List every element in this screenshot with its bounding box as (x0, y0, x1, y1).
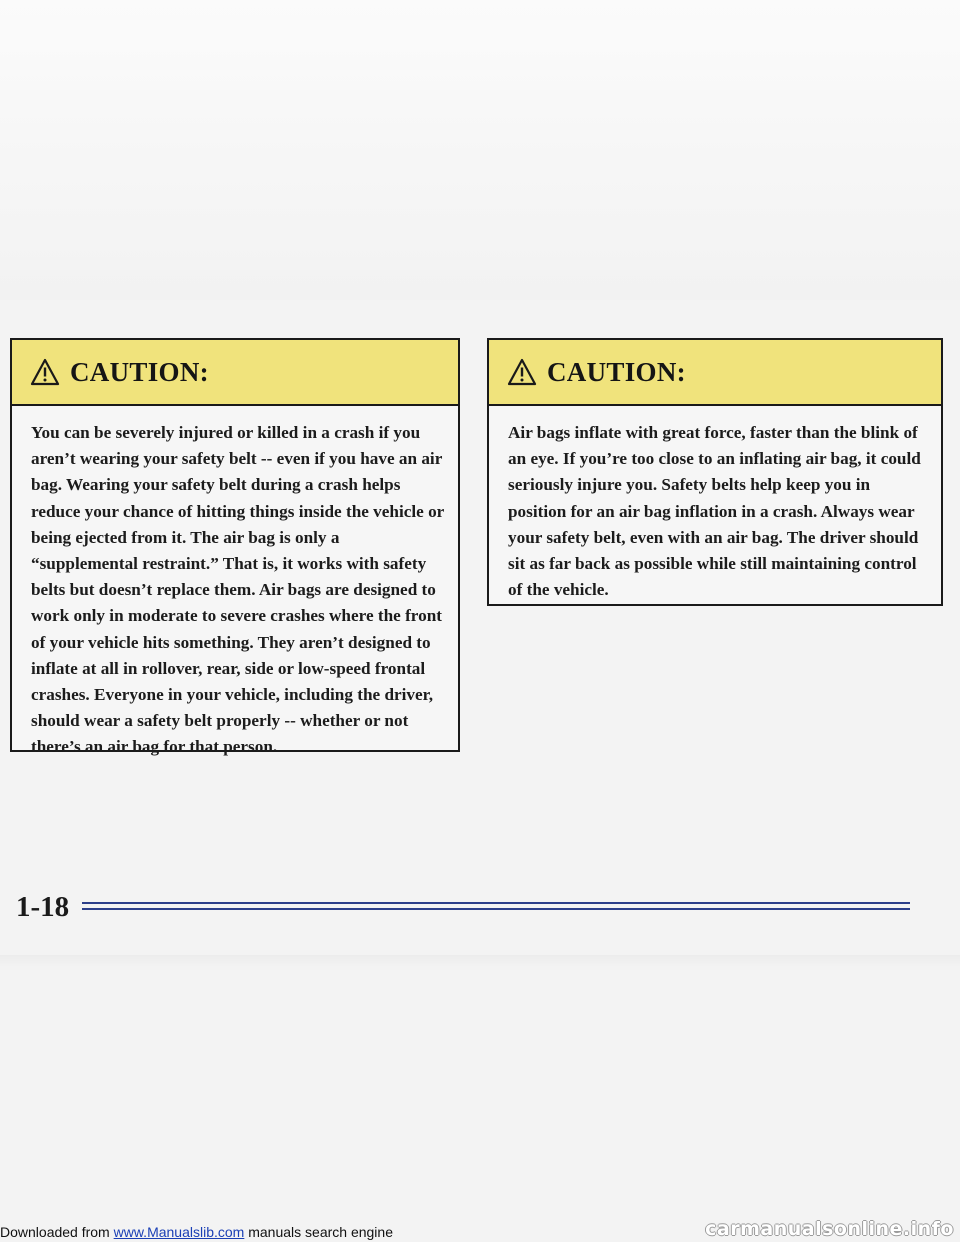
download-suffix: manuals search engine (244, 1224, 393, 1240)
warning-triangle-icon (30, 358, 60, 386)
footer-rule-line (82, 908, 910, 910)
page-bottom-shade (0, 955, 960, 967)
caution-box-airbag-force (487, 338, 943, 606)
caution-header (12, 340, 458, 406)
page-number: 1-18 (16, 891, 70, 923)
manualslib-link[interactable]: www.Manualslib.com (113, 1224, 245, 1240)
warning-triangle-icon (507, 358, 537, 386)
watermark-logo: carmanualsonline.info (705, 1218, 954, 1240)
footer-double-rule (82, 902, 910, 916)
caution-box-seatbelt (10, 338, 460, 757)
caution-text: You can be severely injured or killed in a crash if you aren’t wearing your safety belt -- even if you have an air bag. Wearing your safety belt during a crash helps reduce your chance of hitting things inside the vehicle or being ejected from it. The air bag is only a “supplemental restraint.” That is, it works with safety belts but doesn’t replace them. Air bags are designed to work only in moderate to severe crashes where the front of your vehicle hits something. They aren’t designed to inflate at all in rollover, rear, side or low-speed frontal crashes. Everyone in your vehicle, including the driver, should wear a safety belt properly -- whether or not there’s an air bag for that person. (31, 423, 444, 757)
caution-header (489, 340, 941, 406)
caution-text: Air bags inflate with great force, faster than the blink of an eye. If you’re too close to an inflating air bag, it could seriously injure you. Safety belts help keep you in position for an air bag inflation in a crash. Always wear your safety belt, even with an air bag. The driver should sit as far back as possible while still maintaining control of the vehicle. (508, 423, 921, 600)
download-prefix: Downloaded from (0, 1224, 114, 1240)
caution-title: CAUTION: (70, 356, 209, 387)
caution-title: CAUTION: (547, 356, 686, 387)
page-top-shade (0, 0, 960, 300)
footer-rule-line (82, 902, 910, 904)
